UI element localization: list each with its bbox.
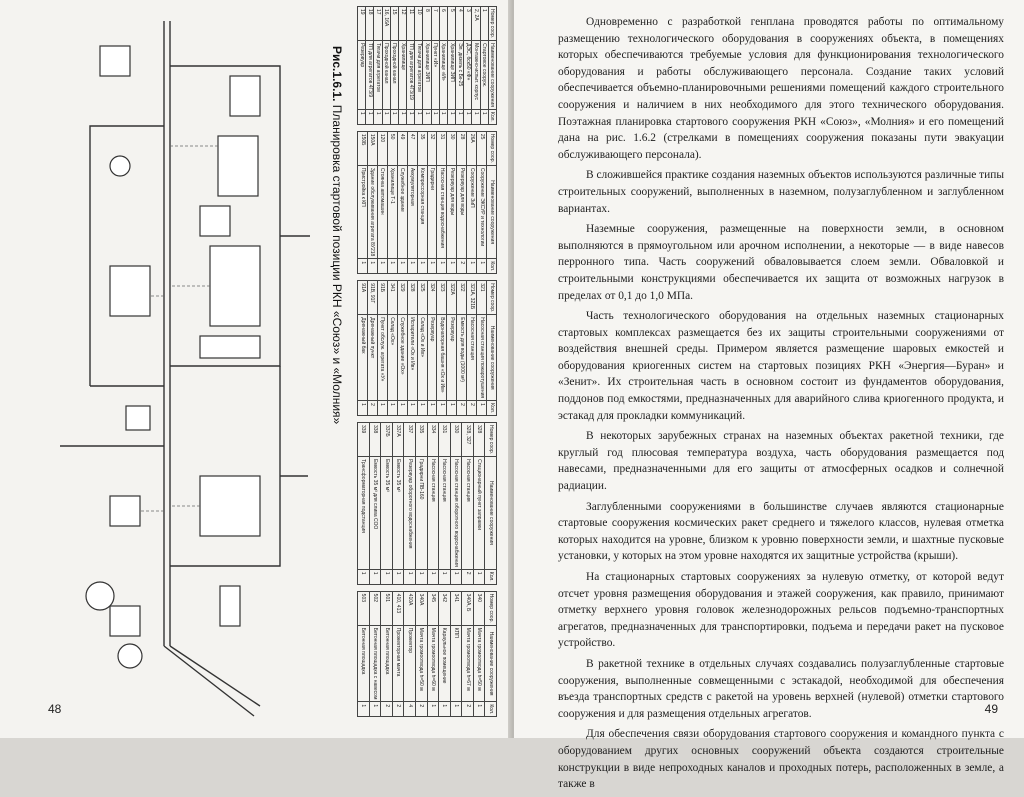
legend-row — [415, 591, 427, 717]
legend-cell: 28 — [457, 131, 467, 165]
legend-cell: Насосная станция — [462, 457, 474, 570]
legend-cell: 47 — [407, 131, 417, 165]
legend-cell: 1 — [404, 569, 416, 584]
legend-cell: 341 — [387, 281, 397, 315]
legend-cell: Хранилище «И» — [439, 41, 447, 110]
legend-cell: 1 — [427, 259, 437, 274]
legend-cell: 26А — [467, 131, 477, 165]
legend-cell: 91Б — [377, 281, 387, 315]
legend-row — [417, 281, 427, 416]
legend-row — [374, 7, 382, 125]
legend-cell: Мачта громоотвода h=67 м — [462, 625, 474, 702]
legend-row — [397, 281, 407, 416]
legend-cell: 1 — [382, 109, 390, 124]
legend-cell: Тягачи для агрегатов — [415, 41, 423, 110]
legend-cell: 1 — [407, 259, 417, 274]
legend-cell: Прожектор — [404, 625, 416, 702]
legend-row — [366, 7, 374, 125]
legend-row — [358, 7, 366, 125]
legend-cell: 2 — [457, 259, 467, 274]
legend-header-cell: Номер соор. — [485, 423, 497, 457]
legend-cell: Насосная станция — [427, 457, 439, 570]
legend-row — [358, 281, 368, 416]
legend-cell: 120 — [377, 131, 387, 165]
legend-row — [457, 281, 467, 416]
legend-cell: 340А — [415, 591, 427, 625]
legend-cell: 2 — [467, 401, 477, 416]
legend-row — [397, 131, 407, 273]
legend-row — [472, 7, 480, 125]
legend-cell: ТП для агрегатов 4Г3/9 — [366, 41, 374, 110]
legend-cell: Емкость 35 м³ — [381, 457, 393, 570]
legend-cell: Пункт обслуж. агрегата «У» — [377, 315, 387, 401]
legend-cell: Бетонная площадка с навесом — [369, 625, 381, 702]
legend-header-cell: Наименование сооружения — [488, 41, 496, 110]
legend-row — [467, 131, 477, 273]
rotated-figure — [45, 6, 505, 730]
legend-cell: Эл. дизель с Бк-25 — [456, 41, 464, 110]
legend-cell: 1 — [464, 109, 472, 124]
legend-row — [473, 591, 485, 717]
legend-table — [357, 131, 497, 274]
legend-cell: 337Б — [381, 423, 393, 457]
legend-cell: Пункт «И» — [431, 41, 439, 110]
legend-cell: 341 — [450, 591, 462, 625]
legend-cell: 1 — [398, 109, 406, 124]
legend-row — [407, 281, 417, 416]
legend-cell: Проходной канал — [390, 41, 398, 110]
legend-row — [392, 423, 404, 585]
legend-cell: 2 — [392, 702, 404, 717]
legend-cell: Служебное здание — [397, 165, 407, 258]
legend-cell: 2 — [381, 702, 393, 717]
legend-cell: 1 — [407, 109, 415, 124]
legend-cell: Мачта громоотвода h=50 м — [473, 625, 485, 702]
legend-cell: 1 — [369, 702, 381, 717]
legend-header-cell: Кол. — [488, 109, 496, 124]
legend-table — [357, 6, 497, 125]
legend-cell: Насосная станция водоснабжения — [437, 165, 447, 258]
legend-header-cell: Наименование сооружения — [485, 457, 497, 570]
legend-cell: Насосная станция пожаротушения — [477, 315, 487, 401]
legend-cell: 1 — [450, 569, 462, 584]
legend-cell: 329 — [397, 281, 407, 315]
legend-cell: Мачта громоотвода h=60 м — [427, 625, 439, 702]
legend-row — [381, 591, 393, 717]
legend-cell: Склад «Ох и Ив» — [417, 315, 427, 401]
legend-cell: 321А, 321Б — [467, 281, 477, 315]
legend-cell: Градирни ПВ-160 — [415, 457, 427, 570]
legend-cell: 501 — [381, 591, 393, 625]
legend-cell: 50 — [387, 131, 397, 165]
legend-cell: 2 — [457, 401, 467, 416]
legend-row — [404, 423, 416, 585]
legend-cell: 1 — [368, 259, 378, 274]
legend-cell: 35 — [417, 131, 427, 165]
legend-cell: 1 — [456, 109, 464, 124]
legend-cell: 323 — [437, 281, 447, 315]
figure-caption — [330, 46, 344, 424]
legend-cell: 337А — [392, 423, 404, 457]
paragraph: На стационарных стартовых сооружениях за нулевую отметку, от которой ведут отсчет уровня размещения оборудования и этажей сооружения, как правило, принимают отметку верхнего уровня головок железнодорожных рельсов подъемно-транспортных агрегатов, предназначенных для транспортировки, подъема и передачи ракет на пусковое устройство. — [558, 571, 1004, 650]
legend-row — [447, 131, 457, 273]
legend-header-cell: Номер соор. — [488, 7, 496, 41]
legend-cell: 1 — [377, 401, 387, 416]
left-page — [0, 0, 510, 738]
legend-cell: Водонапорная башня «Ох и Ив» — [437, 315, 447, 401]
legend-cell: 32 — [427, 131, 437, 165]
legend-cell: 4 — [404, 702, 416, 717]
legend-cell: 410, 413 — [392, 591, 404, 625]
legend-cell: 1 — [472, 109, 480, 124]
legend-row — [427, 281, 437, 416]
legend-row — [464, 7, 472, 125]
legend-cell: Насосная станция оборотного водоснабжения — [450, 457, 462, 570]
legend-cell: 1 — [437, 401, 447, 416]
legend-cell: Градирни — [427, 165, 437, 258]
legend-row — [437, 131, 447, 273]
legend-cell: 1 — [447, 401, 457, 416]
legend-cell: Трансформаторная подстанция — [358, 457, 370, 570]
legend-cell: 1 — [423, 109, 431, 124]
legend-cell: 1 — [447, 259, 457, 274]
legend-cell: 25 — [477, 131, 487, 165]
legend-cell: 11 — [407, 7, 415, 41]
legend-cell: 328, 327 — [462, 423, 474, 457]
legend-cell: Дренажный бак — [358, 315, 368, 401]
legend-cell: Аккумуляторная — [407, 165, 417, 258]
right-page — [514, 0, 1024, 791]
paragraph: В ракетной технике в отдельных случаях создавались полузаглубленные стартовые сооружения, выполненные совмещенными с эстакадой, необходимой для обеспечения въезда транспортных средств с ракетой на уровень верхней (нулевой) отметки стартового сооружения и для размещения отдельных агрегатов. — [558, 657, 1004, 720]
paragraph: Наземные сооружения, размещенные на поверхности земли, в основном выполняются в прямоугольном или арочном исполнении, а некоторые — в виде навесов перронного типа. Часть сооружений обваловывается слоем земли. Обваловкой и строительными конструкциями обеспечивается их защита от возможных нагрузок в пределах от 0,1 до 1,0 МПа. — [558, 223, 1004, 302]
legend-cell: 7 — [431, 7, 439, 41]
legend-cell: 342 — [439, 591, 451, 625]
legend-row — [450, 423, 462, 585]
legend-cell: 338 — [369, 423, 381, 457]
legend-cell: 31 — [437, 131, 447, 165]
legend-cell: 1 — [450, 702, 462, 717]
legend-cell: 19 — [358, 7, 366, 41]
legend-row — [457, 131, 467, 273]
legend-cell: КПП — [450, 625, 462, 702]
legend-cell: Резервуар для воды — [457, 165, 467, 258]
legend-cell: 1 — [387, 259, 397, 274]
legend-cell: 16, 16А — [382, 7, 390, 41]
legend-cell: Стационарный пункт заправки — [473, 457, 485, 570]
legend-cell: 1 — [473, 702, 485, 717]
legend-row — [398, 7, 406, 125]
legend-header-cell: Кол. — [487, 259, 497, 274]
legend-cell: Стоянка автомашин — [377, 165, 387, 258]
legend-table — [357, 280, 497, 416]
legend-table — [357, 591, 497, 718]
paragraph: Для обеспечения связи оборудования стартового сооружения и командного пункта с оборудованием других основных сооружений объекта создаются строительные конструкции в виде непроходных каналов и проходных потерь, расположенных в земле, а также в — [558, 728, 1004, 791]
legend-row — [358, 131, 368, 273]
legend-cell: 12 — [398, 7, 406, 41]
paragraph: В некоторых зарубежных странах на наземных объектах ракетной техники, где круглый год плюсовая температура воздуха, часть оборудования размещается под навесами, предназначенными для его защиты от атмосферных осадков и солнечной радиации. — [558, 430, 1004, 493]
legend-cell: 1 — [477, 401, 487, 416]
legend-row — [368, 281, 378, 416]
legend-header-cell: Номер соор. — [487, 131, 497, 165]
legend-cell: 2 — [462, 569, 474, 584]
legend-cell: 1 — [387, 401, 397, 416]
legend-cell: 1 — [439, 109, 447, 124]
legend-cell: 6 — [439, 7, 447, 41]
legend-cell: 2 — [462, 702, 474, 717]
legend-cell: 1 — [473, 569, 485, 584]
legend-cell: 503 — [358, 591, 370, 625]
legend-cell: 1 — [377, 259, 387, 274]
legend-row — [462, 423, 474, 585]
legend-row — [423, 7, 431, 125]
legend-row — [431, 7, 439, 125]
legend-row — [427, 423, 439, 585]
legend-row — [392, 591, 404, 717]
legend-cell: 1 — [397, 259, 407, 274]
legend-row — [407, 131, 417, 273]
legend-cell: 334 — [427, 423, 439, 457]
legend-cell: Испарители «Ох и Ив» — [407, 315, 417, 401]
legend-cell: 322 — [457, 281, 467, 315]
legend-cell: Дренажный пункт — [368, 315, 378, 401]
page-number-right: 49 — [984, 702, 998, 716]
legend-row — [369, 423, 381, 585]
legend-cell: 410А — [404, 591, 416, 625]
body-text — [558, 14, 1004, 797]
legend-row — [407, 7, 415, 125]
page-number-left: 48 — [48, 702, 62, 716]
legend-cell: Емкость для воды (1000 м³) — [457, 315, 467, 401]
paragraph: Одновременно с разработкой генплана проводятся работы по оптимальному размещению технологического оборудования в сооружениях объекта, в помещениях которых обеспечиваются требуемые условия для функционирования технологического оборудования и работы обслуживающего персонала. Создание таких условий обеспечивается объемно-планировочными решениями помещений каждого строительного сооружения и наличием в них необходимого для этого технического оборудования. Поэтажная планировка стартового сооружения РКН «Союз», «Молния» и его помещений дана на рис. 1.6.2 (стрелками в помещениях сооружения показаны пути эвакуации обслуживающего персонала). — [558, 16, 1004, 161]
legend-cell: Резервуар для воды — [447, 165, 457, 258]
legend-cell: 328 — [407, 281, 417, 315]
legend-cell: Прожекторная мачта — [392, 625, 404, 702]
legend-row — [462, 591, 474, 717]
legend-cell: Хранилище ЗИП — [447, 41, 455, 110]
legend-row — [427, 591, 439, 717]
legend-row — [358, 423, 370, 585]
legend-cell: 5 — [447, 7, 455, 41]
legend-cell: Здание обслуживания агрегата 8У218 — [368, 165, 378, 258]
legend-cell: 1 — [358, 259, 368, 274]
paragraph: В сложившейся практике создания наземных объектов используются различные типы строительных сооружений, выполненных в наземном, полузаглубленном и заглубленном вариантах. — [558, 169, 1004, 215]
legend-cell: 1 — [390, 109, 398, 124]
legend-cell: 328 — [473, 423, 485, 457]
legend-cell: 1 — [427, 569, 439, 584]
legend-cell: 8 — [423, 7, 431, 41]
legend-cell: 325 — [417, 281, 427, 315]
legend-cell: 1 — [381, 569, 393, 584]
legend-cell: Резервуар оборотного водоснабжения — [404, 457, 416, 570]
legend-cell: 339 — [358, 423, 370, 457]
legend-cell: 1 — [415, 569, 427, 584]
legend-cell: 1 — [447, 109, 455, 124]
legend-header-cell: Наименование сооружения — [485, 625, 497, 702]
legend-cell: 324 — [427, 281, 437, 315]
legend-cell: ТП для агрегатов 4Г3/19 — [407, 41, 415, 110]
legend-row — [477, 131, 487, 273]
legend-cell: 1 — [358, 109, 366, 124]
figure-caption-text: Планировка стартовой позиции РКН «Союз» и «Молния» — [330, 104, 344, 425]
legend-cell: Хранилище Т-1 — [387, 165, 397, 258]
legend-header-cell: Номер соор. — [485, 591, 497, 625]
legend-header-cell: Кол. — [485, 702, 497, 717]
legend-cell: 150Б — [358, 131, 368, 165]
legend-cell: 1 — [369, 569, 381, 584]
legend-row — [456, 7, 464, 125]
legend-cell: Склад «Ох» — [387, 315, 397, 401]
legend-row — [377, 281, 387, 416]
legend-cell: 340 — [473, 591, 485, 625]
legend-row — [415, 423, 427, 585]
legend-row — [387, 131, 397, 273]
legend-row — [390, 7, 398, 125]
legend-cell: 337 — [404, 423, 416, 457]
legend-table — [357, 422, 497, 585]
legend-cell: Тягачи для агрегатов — [374, 41, 382, 110]
legend-cell: 2 — [368, 401, 378, 416]
legend-row — [427, 131, 437, 273]
legend-row — [477, 281, 487, 416]
legend-cell: 1 — [431, 109, 439, 124]
legend-cell: 1 — [415, 109, 423, 124]
paragraph: Часть технологического оборудования на отдельных наземных стационарных стартовых комплексах размещается без их защиты строительными сооружениями от воздействия внешней среды. Примером является размещение шаровых емкостей и оборудования криогенных систем на стартовых позициях РКН «Энергия—Буран» и «Зенит». Их строительная часть в основном состоит из фундаментов оборудования, поддонов под емкостями, предназначенных для аварийного слива криогенного продукта, и эстакад для прокладки коммуникаций. — [558, 310, 1004, 422]
legend-cell: ДЭС, бск50 «Ф» — [464, 41, 472, 110]
legend-cell: 10 — [415, 7, 423, 41]
legend-cell: Резервуар — [358, 41, 366, 110]
legend-cell: 330 — [450, 423, 462, 457]
paragraph: Заглубленными сооружениями в большинстве случаев являются стационарные стартовые сооружения космических ракет среднего и тяжелого классов, нулевая отметка которых находится на уровне, близком к уровню поверхности земли, и шахтные пусковые установки, у которых на этом уровне находятся их защитные устройства (крыши). — [558, 500, 1004, 563]
legend-cell: 1 — [480, 7, 488, 41]
legend-cell: 1 — [366, 109, 374, 124]
legend-cell: 15 — [390, 7, 398, 41]
legend-row — [382, 7, 390, 125]
legend-cell: 1 — [439, 702, 451, 717]
legend-cell: 30 — [447, 131, 457, 165]
legend-row — [439, 423, 451, 585]
legend-row — [415, 7, 423, 125]
legend-cell: 1 — [467, 259, 477, 274]
legend-cell: Емкость 35 м³ для слива СОО — [369, 457, 381, 570]
legend-cell: Служебное здание «Ох» — [397, 315, 407, 401]
legend-cell: 1 — [427, 401, 437, 416]
legend-row — [381, 423, 393, 585]
legend-row — [387, 281, 397, 416]
site-plan-drawing — [45, 6, 320, 730]
legend-header-cell: Кол. — [485, 569, 497, 584]
legend-cell: 1 — [417, 401, 427, 416]
legend-row — [447, 281, 457, 416]
legend-cell: 1 — [439, 569, 451, 584]
legend-cell: 91В, 91Г — [368, 281, 378, 315]
legend-row — [439, 591, 451, 717]
legend-cell: Караульное помещение — [439, 625, 451, 702]
legend-row — [358, 591, 370, 717]
legend-row — [369, 591, 381, 717]
legend-cell: Проходной канал — [382, 41, 390, 110]
legend-cell: 2 — [415, 702, 427, 717]
legend-cell: Бетонная площадка — [358, 625, 370, 702]
legend-cell: Сооружение ЗиП — [467, 165, 477, 258]
legend-cell: 17 — [374, 7, 382, 41]
legend-tables — [347, 6, 497, 730]
legend-cell: Сооружение ЭКСУР и технологии — [477, 165, 487, 258]
legend-cell: 1 — [397, 401, 407, 416]
legend-cell: 91А — [358, 281, 368, 315]
legend-row — [439, 7, 447, 125]
legend-cell: Компрессорная станция — [417, 165, 427, 258]
legend-cell: 1 — [417, 259, 427, 274]
legend-cell: 1 — [374, 109, 382, 124]
legend-cell: 322А — [447, 281, 457, 315]
legend-cell: Стартовое сооруж. — [480, 41, 488, 110]
legend-cell: Бетонная площадка — [381, 625, 393, 702]
legend-row — [473, 423, 485, 585]
legend-cell: Монтажно-испыт. корпус — [472, 41, 480, 110]
legend-row — [437, 281, 447, 416]
legend-cell: 502 — [369, 591, 381, 625]
legend-row — [467, 281, 477, 416]
legend-row — [404, 591, 416, 717]
legend-cell: 335 — [415, 423, 427, 457]
legend-cell: 1 — [437, 259, 447, 274]
legend-cell: 345 — [427, 591, 439, 625]
legend-cell: 18 — [366, 7, 374, 41]
legend-header-cell: Наименование сооружения — [487, 315, 497, 401]
legend-header-cell: Кол. — [487, 401, 497, 416]
legend-row — [368, 131, 378, 273]
legend-row — [447, 7, 455, 125]
legend-cell: Емкость 35 м³ — [392, 457, 404, 570]
legend-cell: Резервуар — [427, 315, 437, 401]
legend-row — [377, 131, 387, 273]
legend-cell: 1 — [427, 702, 439, 717]
legend-cell: Хранилище — [398, 41, 406, 110]
legend-cell: 2, 2А — [472, 7, 480, 41]
legend-cell: Резервуар — [447, 315, 457, 401]
legend-cell: 3 — [464, 7, 472, 41]
legend-cell: Насосная станция — [467, 315, 477, 401]
legend-header-cell: Наименование сооружения — [487, 165, 497, 258]
legend-cell: 1 — [358, 702, 370, 717]
legend-cell: 1 — [392, 569, 404, 584]
legend-cell: 150А — [368, 131, 378, 165]
legend-header-cell: Номер соор. — [487, 281, 497, 315]
legend-cell: Насосная станция — [439, 457, 451, 570]
legend-row — [417, 131, 427, 273]
legend-cell: 1 — [480, 109, 488, 124]
legend-cell: 1 — [407, 401, 417, 416]
legend-cell: Мачта громоотвода h=50 м — [415, 625, 427, 702]
legend-row — [450, 591, 462, 717]
legend-cell: 1 — [477, 259, 487, 274]
legend-row — [480, 7, 488, 125]
legend-cell: 1 — [358, 569, 370, 584]
legend-cell: 1 — [358, 401, 368, 416]
legend-cell: 49 — [397, 131, 407, 165]
legend-cell: 331 — [439, 423, 451, 457]
legend-cell: 4 — [456, 7, 464, 41]
legend-cell: Пристройка к КП — [358, 165, 368, 258]
legend-cell: 340А, Б — [462, 591, 474, 625]
legend-cell: 321 — [477, 281, 487, 315]
figure-caption-label: Рис.1.6.1. — [330, 46, 344, 102]
legend-cell: Хранилище ЗИП — [423, 41, 431, 110]
